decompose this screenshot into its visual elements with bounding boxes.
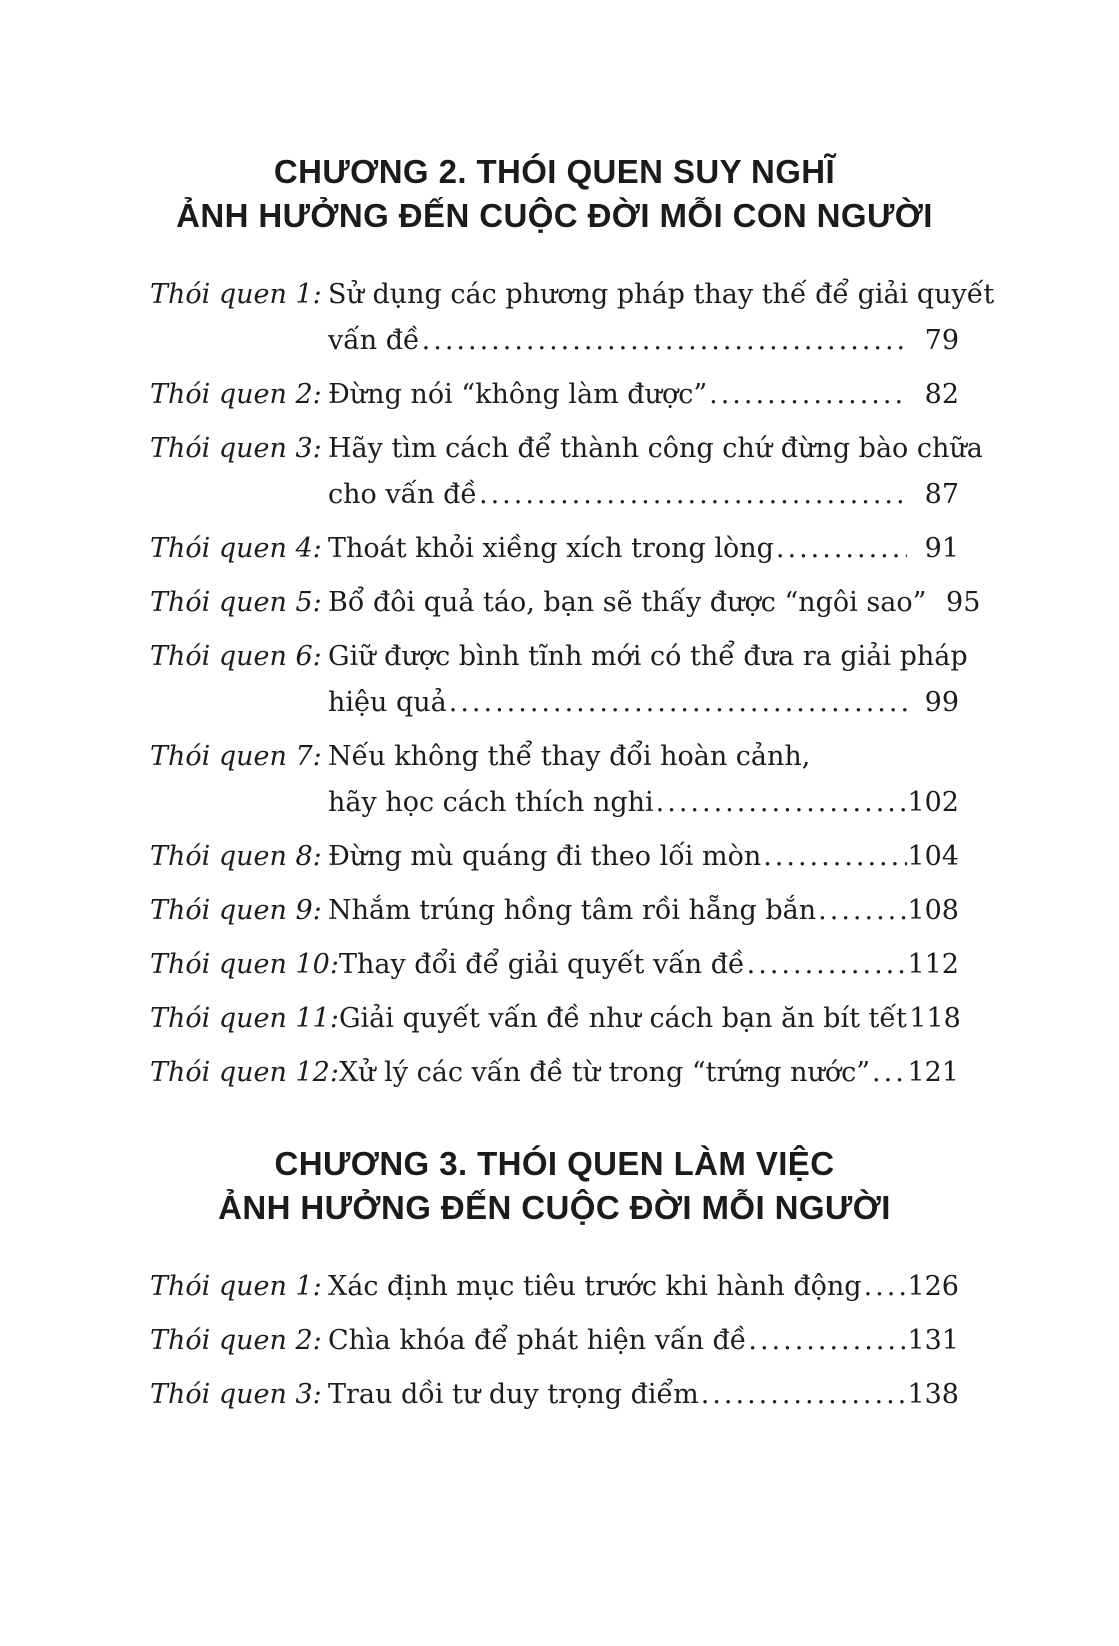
page-number: 95 bbox=[946, 587, 981, 618]
entry-last-line bbox=[328, 472, 959, 518]
dot-leader bbox=[776, 526, 907, 572]
entry-label: Thói quen 2: bbox=[150, 1325, 322, 1356]
dot-leader bbox=[818, 888, 907, 934]
chapter-entries bbox=[150, 272, 995, 1096]
entry-line: Hãy tìm cách để thành công chứ đừng bào chữa bbox=[328, 433, 983, 464]
chapter-heading bbox=[150, 150, 959, 238]
entry-content bbox=[328, 1318, 959, 1364]
entry-line: Giữ được bình tĩnh mới có thể đưa ra giải pháp bbox=[328, 641, 968, 672]
dot-leader bbox=[747, 942, 907, 988]
dot-leader bbox=[709, 372, 907, 418]
toc-entry bbox=[150, 734, 959, 826]
toc-entry bbox=[150, 372, 959, 418]
toc-sections bbox=[150, 150, 995, 1418]
entry-label: Thói quen 3: bbox=[150, 433, 322, 464]
page-number: 102 bbox=[907, 787, 959, 818]
toc-entry bbox=[150, 834, 959, 880]
entry-line: hãy học cách thích nghi bbox=[328, 787, 654, 818]
toc-entry bbox=[150, 580, 981, 626]
entry-label: Thói quen 1: bbox=[150, 279, 322, 310]
page-number: 91 bbox=[924, 533, 959, 564]
entry-line: Xử lý các vấn đề từ trong “trứng nước” bbox=[338, 1057, 871, 1088]
entry-content bbox=[328, 1372, 959, 1418]
entry-line: Giải quyết vấn đề như cách bạn ăn bít tết bbox=[338, 1003, 907, 1034]
entry-label: Thói quen 6: bbox=[150, 641, 322, 672]
chapter-heading-line: ẢNH HƯỞNG ĐẾN CUỘC ĐỜI MỖI CON NGƯỜI bbox=[176, 197, 933, 234]
entry-label: Thói quen 5: bbox=[150, 587, 322, 618]
toc-entry bbox=[150, 634, 968, 726]
entry-last-line bbox=[328, 526, 959, 572]
chapter-section bbox=[150, 150, 995, 1096]
entry-content bbox=[328, 372, 959, 418]
entry-last-line bbox=[328, 780, 959, 826]
entry-line: Đừng nói “không làm được” bbox=[328, 379, 708, 410]
dot-leader bbox=[864, 1264, 907, 1310]
entry-last-line bbox=[328, 372, 959, 418]
entry-content bbox=[339, 942, 959, 988]
dot-leader bbox=[701, 1372, 907, 1418]
chapter-heading bbox=[150, 1142, 959, 1230]
entry-content bbox=[339, 996, 959, 1042]
entry-last-line bbox=[328, 1318, 959, 1364]
entry-last-line bbox=[339, 942, 959, 988]
entry-content bbox=[328, 1264, 959, 1310]
entry-line: vấn đề bbox=[328, 325, 420, 356]
page-number: 131 bbox=[907, 1325, 959, 1356]
entry-line: hiệu quả bbox=[328, 687, 447, 718]
entry-content bbox=[328, 426, 983, 518]
entry-content bbox=[328, 888, 959, 934]
entry-label: Thói quen 3: bbox=[150, 1379, 322, 1410]
entry-content bbox=[328, 834, 959, 880]
entry-line: cho vấn đề bbox=[328, 479, 478, 510]
entry-label: Thói quen 1: bbox=[150, 1271, 322, 1302]
page-number: 87 bbox=[924, 479, 959, 510]
entry-line: Nhắm trúng hồng tâm rồi hẵng bắn bbox=[328, 895, 817, 926]
entry-label: Thói quen 4: bbox=[150, 533, 322, 564]
page-number: 79 bbox=[924, 325, 959, 356]
entry-label: Thói quen 10: bbox=[150, 949, 339, 980]
dot-leader bbox=[748, 1318, 907, 1364]
entry-content bbox=[328, 272, 995, 364]
entry-line: Xác định mục tiêu trước khi hành động bbox=[328, 1271, 862, 1302]
entry-last-line bbox=[328, 888, 959, 934]
entry-last-line bbox=[328, 834, 959, 880]
chapter-entries bbox=[150, 1264, 959, 1418]
entry-line: Chìa khóa để phát hiện vấn đề bbox=[328, 1325, 747, 1356]
page-number: 104 bbox=[907, 841, 959, 872]
entry-line: Đừng mù quáng đi theo lối mòn bbox=[328, 841, 762, 872]
toc-entry bbox=[150, 1264, 959, 1310]
toc-entry bbox=[150, 526, 959, 572]
entry-last-line bbox=[339, 1050, 959, 1096]
dot-leader bbox=[449, 680, 907, 726]
toc-entry bbox=[150, 1050, 959, 1096]
entry-line: Thay đổi để giải quyết vấn đề bbox=[338, 949, 745, 980]
entry-last-line bbox=[328, 580, 981, 626]
page-number: 112 bbox=[907, 949, 959, 980]
page-number: 118 bbox=[909, 1003, 961, 1034]
toc-entry bbox=[150, 272, 995, 364]
entry-content bbox=[328, 734, 959, 826]
toc-entry bbox=[150, 888, 959, 934]
toc-entry bbox=[150, 1318, 959, 1364]
toc-entry bbox=[150, 996, 959, 1042]
dot-leader bbox=[656, 780, 907, 826]
page-number: 108 bbox=[907, 895, 959, 926]
entry-label: Thói quen 12: bbox=[150, 1057, 339, 1088]
page-number: 99 bbox=[924, 687, 959, 718]
entry-content bbox=[328, 580, 981, 626]
chapter-section bbox=[150, 1142, 959, 1418]
entry-label: Thói quen 9: bbox=[150, 895, 322, 926]
entry-last-line bbox=[328, 1264, 959, 1310]
page-number: 126 bbox=[907, 1271, 959, 1302]
page-number: 138 bbox=[907, 1379, 959, 1410]
chapter-heading-line: CHƯƠNG 2. THÓI QUEN SUY NGHĨ bbox=[273, 153, 836, 190]
toc-entry bbox=[150, 426, 983, 518]
entry-last-line bbox=[328, 680, 959, 726]
toc-entry bbox=[150, 1372, 959, 1418]
entry-label: Thói quen 11: bbox=[150, 1003, 339, 1034]
entry-line: Trau dồi tư duy trọng điểm bbox=[328, 1379, 699, 1410]
entry-line: Thoát khỏi xiềng xích trong lòng bbox=[328, 533, 774, 564]
entry-content bbox=[328, 634, 968, 726]
entry-content bbox=[339, 1050, 959, 1096]
chapter-heading-line: CHƯƠNG 3. THÓI QUEN LÀM VIỆC bbox=[274, 1145, 835, 1182]
entry-label: Thói quen 2: bbox=[150, 379, 322, 410]
page-number: 82 bbox=[924, 379, 959, 410]
entry-last-line bbox=[328, 1372, 959, 1418]
dot-leader bbox=[479, 472, 907, 518]
dot-leader bbox=[872, 1050, 907, 1096]
toc-entry bbox=[150, 942, 959, 988]
entry-label: Thói quen 7: bbox=[150, 741, 322, 772]
entry-line: Bổ đôi quả táo, bạn sẽ thấy được “ngôi sao” bbox=[328, 587, 927, 618]
entry-label: Thói quen 8: bbox=[150, 841, 322, 872]
dot-leader bbox=[763, 834, 907, 880]
page-number: 121 bbox=[907, 1057, 959, 1088]
entry-content bbox=[328, 526, 959, 572]
dot-leader bbox=[422, 318, 907, 364]
entry-last-line bbox=[339, 996, 959, 1042]
entry-line: Nếu không thể thay đổi hoàn cảnh, bbox=[328, 741, 811, 772]
entry-line: Sử dụng các phương pháp thay thế để giải quyết bbox=[328, 279, 995, 310]
entry-last-line bbox=[328, 318, 959, 364]
chapter-heading-line: ẢNH HƯỞNG ĐẾN CUỘC ĐỜI MỖI NGƯỜI bbox=[218, 1189, 891, 1226]
